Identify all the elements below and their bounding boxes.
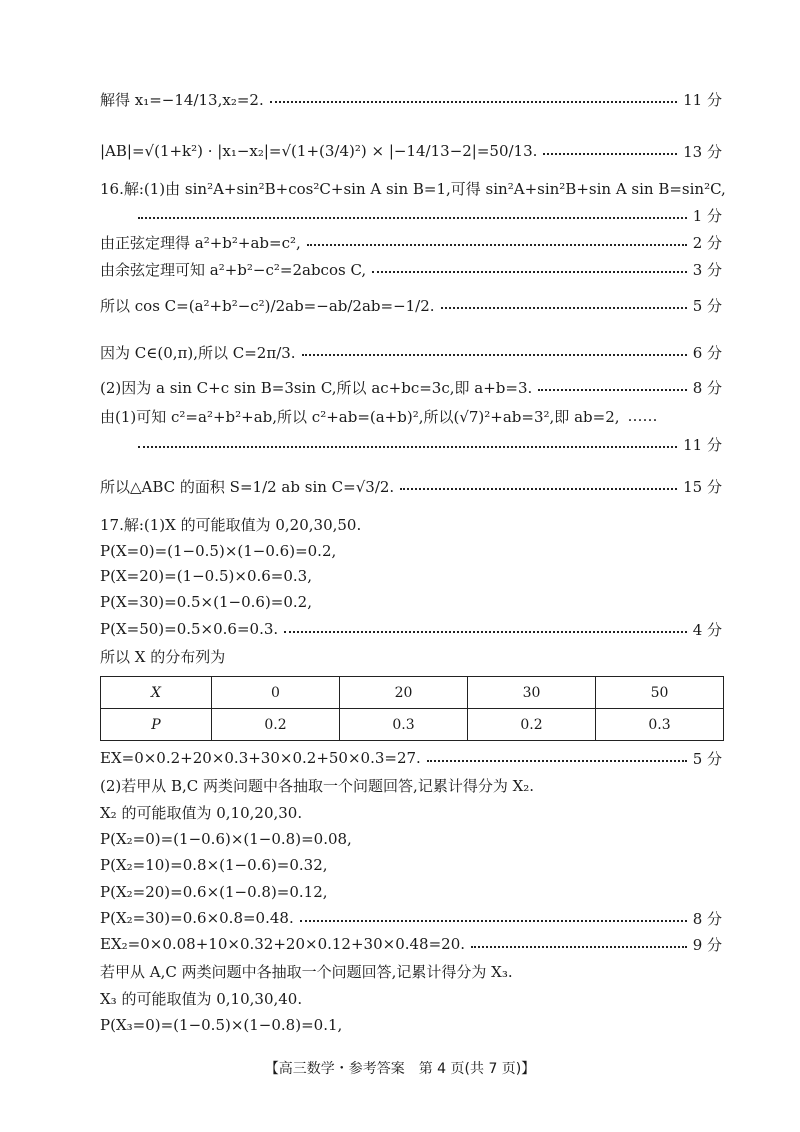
answer-text: P(X=30)=0.5×(1−0.6)=0.2,: [100, 593, 312, 611]
answer-text: P(X=20)=(1−0.5)×0.6=0.3,: [100, 567, 312, 585]
table-cell: P: [101, 709, 212, 741]
answer-line: [100, 138, 722, 164]
score-mark: 11 分: [683, 90, 722, 109]
score-mark: 1 分: [692, 206, 722, 225]
dot-leader: [538, 389, 686, 391]
answer-line: [100, 616, 722, 642]
answer-line: [100, 229, 722, 255]
answer-line: [100, 1012, 722, 1038]
score-mark: 6 分: [692, 343, 722, 362]
answer-line: [100, 403, 722, 429]
answer-line: [100, 339, 722, 365]
dot-leader: [307, 244, 687, 246]
table-cell: 0.2: [468, 709, 596, 741]
score-mark: 15 分: [683, 477, 722, 496]
dot-leader: [400, 488, 677, 490]
table-row: [101, 709, 724, 741]
answer-line: [100, 852, 722, 878]
score-mark: 4 分: [692, 620, 722, 639]
dot-leader: [471, 946, 687, 948]
table-cell: 0.3: [596, 709, 724, 741]
answer-text: P(X₂=20)=0.6×(1−0.8)=0.12,: [100, 883, 328, 901]
answer-line: [100, 86, 722, 112]
score-mark: ……: [627, 407, 658, 425]
answer-line: [100, 538, 722, 564]
answer-line: [100, 931, 722, 957]
distribution-table: [100, 676, 724, 741]
score-mark: 2 分: [692, 233, 722, 252]
answer-line: [128, 202, 722, 228]
answer-text: 若甲从 A,C 两类问题中各抽取一个问题回答,记累计得分为 X₃.: [100, 962, 513, 981]
answer-text: 解得 x₁=−14/13,x₂=2.: [100, 90, 264, 109]
answer-text: P(X₂=0)=(1−0.6)×(1−0.8)=0.08,: [100, 830, 352, 848]
answer-line: [100, 292, 722, 318]
answer-text: X₃ 的可能取值为 0,10,30,40.: [100, 989, 303, 1008]
table-cell: 20: [340, 677, 468, 709]
answer-text: P(X=50)=0.5×0.6=0.3.: [100, 620, 279, 638]
answer-line: [100, 256, 722, 282]
answer-text: 由(1)可知 c²=a²+b²+ab,所以 c²+ab=(a+b)²,所以(√7)²+ab=3²,即 ab=2,: [100, 407, 620, 426]
dot-leader: [138, 446, 677, 448]
score-mark: 8 分: [692, 909, 722, 928]
dot-leader: [427, 760, 687, 762]
answer-text: (2)因为 a sin C+c sin B=3sin C,所以 ac+bc=3c,即 a+b=3.: [100, 378, 533, 397]
answer-line: [100, 985, 722, 1011]
answer-line: [100, 745, 722, 771]
table-cell: 0.3: [340, 709, 468, 741]
score-mark: 5 分: [692, 296, 722, 315]
answer-text: 所以△ABC 的面积 S=1/2 ab sin C=√3/2.: [100, 477, 395, 496]
score-mark: 13 分: [683, 142, 722, 161]
answer-line: [100, 958, 722, 984]
dot-leader: [302, 354, 687, 356]
score-mark: 9 分: [692, 935, 722, 954]
answer-text: 由余弦定理可知 a²+b²−c²=2abcos C,: [100, 260, 367, 279]
answer-line: [100, 879, 722, 905]
answer-text: |AB|=√(1+k²) · |x₁−x₂|=√(1+(3/4)²) × |−14/13−2|=50/13.: [100, 142, 538, 160]
dot-leader: [372, 271, 687, 273]
answer-line: [100, 905, 722, 931]
table-cell: 0.2: [212, 709, 340, 741]
table-cell: X: [101, 677, 212, 709]
answer-text: P(X=0)=(1−0.5)×(1−0.6)=0.2,: [100, 542, 337, 560]
answer-text: P(X₂=30)=0.6×0.8=0.48.: [100, 909, 294, 927]
answer-line: [100, 799, 722, 825]
dot-leader: [441, 307, 687, 309]
score-mark: 3 分: [692, 260, 722, 279]
answer-text: 所以 cos C=(a²+b²−c²)/2ab=−ab/2ab=−1/2.: [100, 296, 435, 315]
answer-line: [128, 431, 722, 457]
answer-text: (2)若甲从 B,C 两类问题中各抽取一个问题回答,记累计得分为 X₂.: [100, 776, 535, 795]
answer-line: [100, 826, 722, 852]
dot-leader: [284, 631, 687, 633]
dot-leader: [138, 217, 687, 219]
table-cell: 30: [468, 677, 596, 709]
answer-text: 16.解:(1)由 sin²A+sin²B+cos²C+sin A sin B=1,可得 sin²A+sin²B+sin A sin B=sin²C,: [100, 179, 726, 198]
dot-leader: [270, 101, 677, 103]
page-footer: 【高三数学・参考答案 第 4 页(共 7 页)】: [264, 1061, 536, 1077]
answer-text: 因为 C∈(0,π),所以 C=2π/3.: [100, 343, 296, 362]
answer-line: [100, 175, 726, 201]
answer-text: X₂ 的可能取值为 0,10,20,30.: [100, 803, 303, 822]
table-cell: 50: [596, 677, 724, 709]
answer-text: P(X₂=10)=0.8×(1−0.6)=0.32,: [100, 856, 328, 874]
score-mark: 8 分: [692, 378, 722, 397]
dot-leader: [543, 153, 677, 155]
answer-text: EX=0×0.2+20×0.3+30×0.2+50×0.3=27.: [100, 749, 421, 767]
answer-line: [100, 589, 722, 615]
answer-text: P(X₃=0)=(1−0.5)×(1−0.8)=0.1,: [100, 1016, 343, 1034]
answer-text: 所以 X 的分布列为: [100, 647, 226, 666]
answer-text: EX₂=0×0.08+10×0.32+20×0.12+30×0.48=20.: [100, 935, 466, 953]
table-cell: 0: [212, 677, 340, 709]
table-row: [101, 677, 724, 709]
dot-leader: [300, 920, 687, 922]
answer-text: 由正弦定理得 a²+b²+ab=c²,: [100, 233, 301, 252]
answer-text: 17.解:(1)X 的可能取值为 0,20,30,50.: [100, 515, 362, 534]
answer-line: [100, 772, 722, 798]
answer-line: [100, 511, 722, 537]
answer-line: [100, 643, 722, 669]
answer-line: [100, 563, 722, 589]
score-mark: 5 分: [692, 749, 722, 768]
answer-line: [100, 374, 722, 400]
answer-line: [100, 473, 722, 499]
score-mark: 11 分: [683, 435, 722, 454]
